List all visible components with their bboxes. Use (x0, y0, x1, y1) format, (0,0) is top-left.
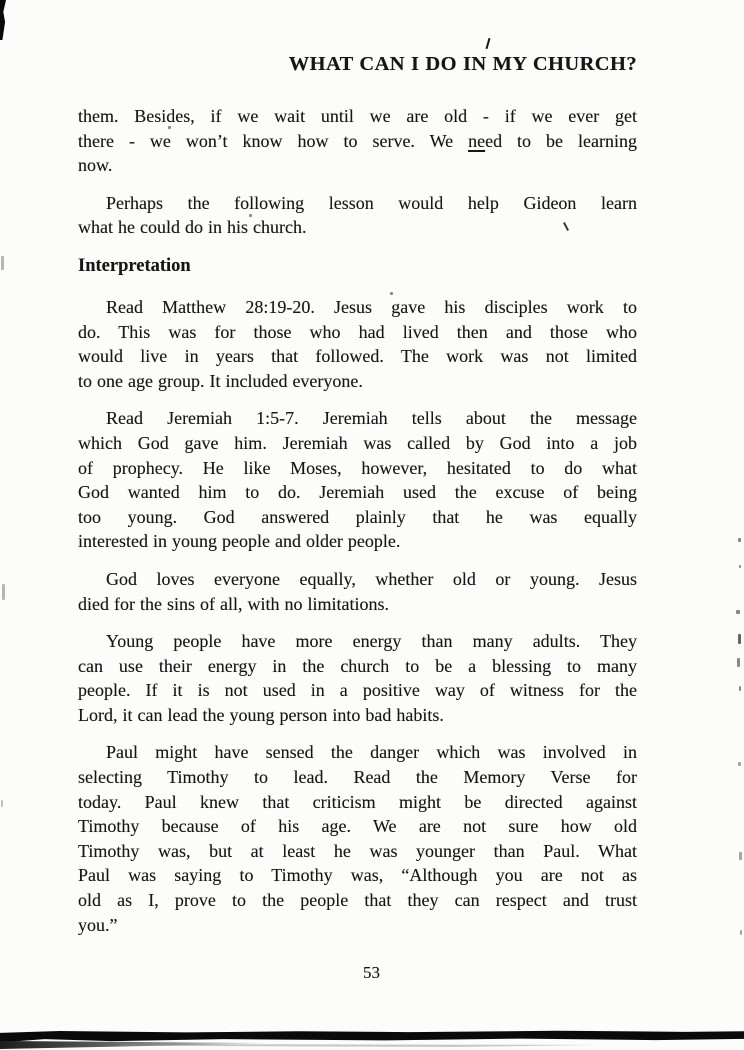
scan-speck (738, 762, 741, 766)
section-heading: Interpretation (78, 255, 191, 276)
text-line: God wanted him to do. Jeremiah used the excuse of being (78, 482, 637, 503)
text-line: Paul was saying to Timothy was, “Although you are not as (78, 865, 637, 886)
text-line: to one age group. It included everyone. (78, 370, 363, 391)
scan-bottom-band-tail (0, 1041, 280, 1049)
scan-speck (739, 686, 741, 691)
text-line: you.” (78, 914, 118, 935)
scan-speck (739, 565, 741, 568)
page-title: WHAT CAN I DO IN MY CHURCH? (288, 53, 637, 75)
scan-speck (1, 256, 4, 270)
text-line: would live in years that followed. The work was not limited (78, 346, 637, 367)
text-line: people. If it is not used in a positive way of witness for the (78, 680, 637, 701)
text-line: of prophecy. He like Moses, however, hesitated to do what (78, 457, 637, 478)
text-line: Timothy was, but at least he was younger than Paul. What (78, 840, 637, 861)
text-line: Timothy because of his age. We are not sure how old (78, 816, 637, 837)
text-line: can use their energy in the church to be a blessing to many (78, 655, 637, 676)
paragraph-2 (78, 191, 637, 240)
text-line: Read Jeremiah 1:5-7. Jeremiah tells about the message (106, 408, 637, 429)
paragraph-7 (78, 740, 637, 937)
text-line: God loves everyone equally, whether old or young. Jesus (106, 568, 637, 589)
text-line: today. Paul knew that criticism might be directed against (78, 791, 637, 812)
text-line: too young. God answered plainly that he was equally (78, 506, 637, 527)
paragraph-6 (78, 629, 637, 727)
text-line: selecting Timothy to lead. Read the Memory Verse for (78, 767, 637, 788)
text-line (78, 129, 637, 154)
text-line: which God gave him. Jeremiah was called by God into a job (78, 432, 637, 453)
scan-speck (2, 584, 5, 600)
page-number: 53 (363, 963, 380, 983)
paragraph-1 (78, 104, 637, 178)
text-line: Read Matthew 28:19-20. Jesus gave his disciples work to (106, 296, 637, 317)
page-content (78, 50, 637, 986)
text-segment: there - we won’t know how to serve. We (78, 130, 469, 151)
scan-speck (1, 800, 3, 807)
text-line: do. This was for those who had lived then and those who (78, 321, 637, 342)
text-segment: ed to be learning (485, 130, 637, 151)
text-line: now. (78, 155, 113, 176)
text-line: them. Besides, if we wait until we are old - if we ever get (78, 106, 637, 126)
scan-corner-mark (0, 0, 6, 40)
scan-speck (738, 538, 741, 542)
paragraph-4 (78, 406, 637, 554)
scan-speck (739, 852, 742, 860)
stray-slash-mark (486, 38, 491, 49)
scan-bottom-band (0, 1030, 744, 1043)
text-line: died for the sins of all, with no limitations. (78, 593, 389, 614)
scan-speck (738, 634, 741, 644)
text-line: Young people have more energy than many adults. They (106, 631, 637, 652)
underlined-word-part: ne (468, 130, 486, 151)
scan-bottom-band-streak (120, 1044, 600, 1047)
text-line: Perhaps the following lesson would help Gideon learn (106, 192, 637, 213)
text-line: old as I, prove to the people that they can respect and trust (78, 890, 637, 911)
text-line: Paul might have sensed the danger which was involved in (106, 742, 637, 763)
scan-speck (736, 610, 740, 614)
text-line: interested in young people and older people. (78, 531, 401, 552)
scan-speck (740, 930, 742, 935)
text-line: what he could do in his church. (78, 217, 307, 238)
scan-speck (737, 658, 740, 667)
text-line: Lord, it can lead the young person into bad habits. (78, 704, 444, 725)
paragraph-5 (78, 567, 637, 616)
paragraph-3 (78, 295, 637, 393)
